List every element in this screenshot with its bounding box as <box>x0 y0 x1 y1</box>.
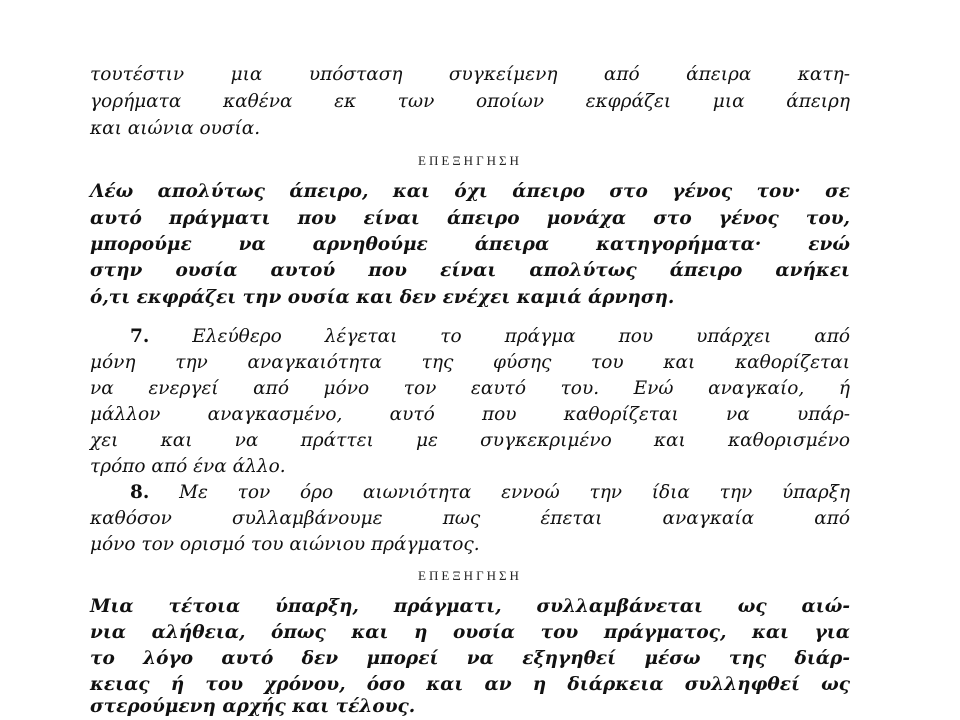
definition-number: 7. <box>130 326 150 347</box>
text-line: να ενεργεί από μόνο τον εαυτό του. Ενώ αναγκαίο, ή <box>90 378 850 399</box>
text-line: στην ουσία αυτού που είναι απολύτως άπειρο ανήκει <box>90 260 850 281</box>
text-line: τρόπο από ένα άλλο. <box>90 456 286 477</box>
section-heading: ΕΠΕΞΗΓΗΣΗ <box>418 568 522 583</box>
text-line: χει και να πράττει με συγκεκριμένο και καθορισμένο <box>90 430 850 451</box>
text-line: κειας ή του χρόνου, όσο και αν η διάρκεια συλληφθεί ως <box>90 674 850 695</box>
definition-text: Με τον όρο αιωνιότητα εννοώ την ίδια την ύπαρξη <box>179 482 850 503</box>
text-line: τουτέστιν μια υπόσταση συγκείμενη από άπειρα κατη- <box>90 64 850 85</box>
text-line: αυτό πράγματι που είναι άπειρο μονάχα στο γένος του, <box>90 208 850 229</box>
text-line: νια αλήθεια, όπως και η ουσία του πράγματος, και για <box>90 622 850 643</box>
text-line: μόνο τον ορισμό του αιώνιου πράγματος. <box>90 534 480 555</box>
definition-text: Ελεύθερο λέγεται το πράγμα που υπάρχει από <box>192 326 850 347</box>
text-line <box>130 325 850 349</box>
text-line: ό,τι εκφράζει την ουσία και δεν ενέχει καμιά άρνηση. <box>90 287 675 308</box>
text-line <box>130 481 850 505</box>
definition-number: 8. <box>130 482 150 503</box>
text-line: μπορούμε να αρνηθούμε άπειρα κατηγορήματα· ενώ <box>90 234 850 255</box>
text-line: και αιώνια ουσία. <box>90 118 261 139</box>
text-line: μάλλον αναγκασμένο, αυτό που καθορίζεται να υπάρ- <box>90 404 850 425</box>
text-line: στερούμενη αρχής και τέλους. <box>90 696 416 717</box>
text-line: Μια τέτοια ύπαρξη, πράγματι, συλλαμβάνεται ως αιώ- <box>90 596 850 617</box>
text-line: μόνη την αναγκαιότητα της φύσης του και καθορίζεται <box>90 352 850 373</box>
text-line: καθόσον συλλαμβάνουμε πως έπεται αναγκαία από <box>90 508 850 529</box>
section-heading: ΕΠΕΞΗΓΗΣΗ <box>418 153 522 168</box>
text-line: το λόγο αυτό δεν μπορεί να εξηγηθεί μέσω της διάρ- <box>90 648 850 669</box>
text-line: γορήματα καθένα εκ των οποίων εκφράζει μια άπειρη <box>90 91 850 112</box>
text-line: Λέω απολύτως άπειρο, και όχι άπειρο στο γένος του· σε <box>90 181 850 202</box>
